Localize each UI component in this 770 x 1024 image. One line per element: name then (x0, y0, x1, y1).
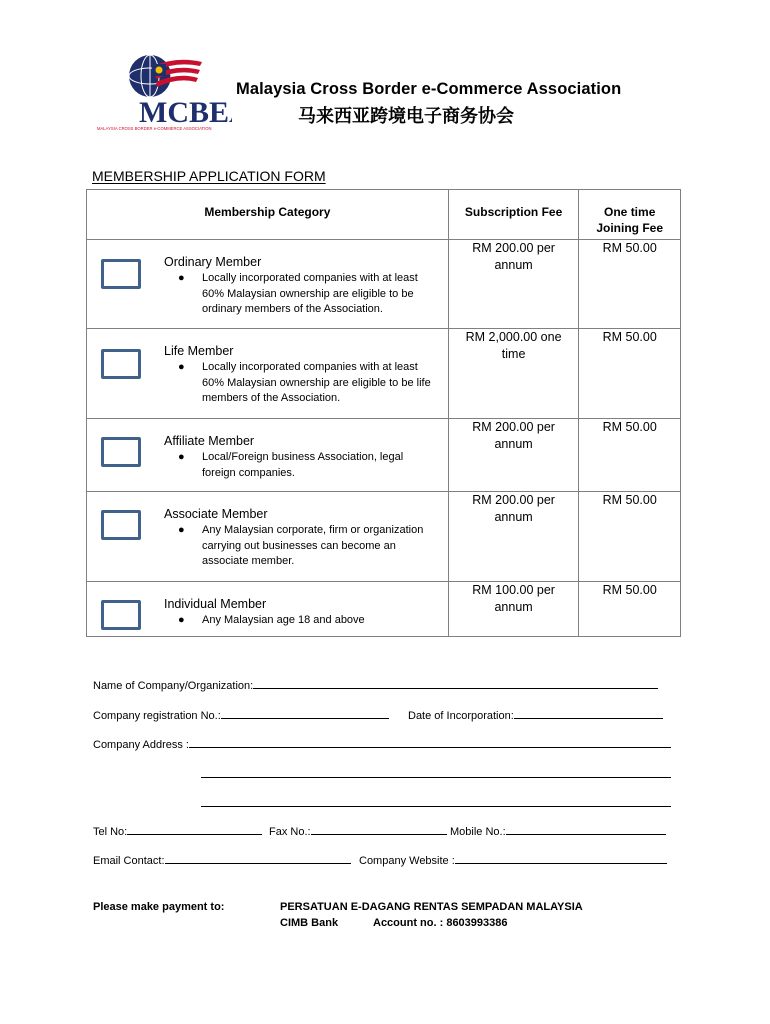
category-cell (87, 329, 449, 419)
table-row (87, 329, 681, 419)
company-name-label: Name of Company/Organization: (93, 680, 254, 692)
registration-no-label: Company registration No.: (93, 710, 221, 722)
subscription-fee-cell (448, 240, 579, 329)
category-name: Ordinary Member (164, 255, 262, 269)
address-input-line2[interactable] (201, 766, 671, 778)
mobile-input[interactable] (506, 823, 666, 835)
logo-text-mc: MCBE (139, 96, 229, 129)
address-line2-row (201, 766, 671, 781)
category-description-wrap (164, 271, 442, 318)
website-input[interactable] (455, 852, 667, 864)
category-description: Any Malaysian age 18 and above (202, 614, 365, 626)
email-label: Email Contact: (93, 855, 165, 867)
address-input-line1[interactable] (189, 736, 671, 748)
association-logo (92, 52, 232, 147)
org-name-chinese: 马来西亚跨境电子商务协会 (298, 106, 514, 127)
fax-input[interactable] (311, 823, 447, 835)
joining-fee-cell: RM 50.00 (579, 419, 681, 492)
category-description: Local/Foreign business Association, legal foreign companies. (202, 451, 404, 479)
category-name: Individual Member (164, 597, 267, 611)
address-line3-row (201, 795, 671, 810)
category-description-wrap (164, 450, 442, 481)
joining-fee-cell: RM 50.00 (579, 582, 681, 637)
header-joining-line1: One time (604, 205, 656, 219)
registration-row (93, 707, 389, 722)
table-header-row (87, 190, 681, 240)
table-row (87, 492, 681, 582)
subscription-fee-cell (448, 492, 579, 582)
fax-label: Fax No.: (269, 826, 311, 838)
category-name: Life Member (164, 344, 234, 358)
table-row (87, 582, 681, 637)
payment-bank: CIMB Bank (280, 917, 339, 929)
website-label: Company Website : (359, 855, 455, 867)
tel-row (93, 823, 262, 838)
membership-table (86, 189, 681, 637)
tel-label: Tel No: (93, 826, 128, 838)
form-title: MEMBERSHIP APPLICATION FORM (92, 168, 326, 184)
mobile-label: Mobile No.: (450, 826, 506, 838)
subscription-fee-cell (448, 329, 579, 419)
subscription-fee-line2: annum (494, 258, 533, 272)
tel-input[interactable] (127, 823, 262, 835)
company-name-row (93, 677, 658, 692)
ordinary-member-checkbox[interactable] (101, 259, 141, 289)
category-description-wrap (164, 360, 442, 407)
category-description-wrap (164, 523, 442, 570)
payment-label: Please make payment to: (93, 901, 225, 913)
subscription-fee-line2: annum (494, 600, 533, 614)
category-description: Any Malaysian corporate, firm or organization carrying out businesses can become an associate member. (202, 524, 424, 567)
address-input-line3[interactable] (201, 795, 671, 807)
joining-fee-cell: RM 50.00 (579, 492, 681, 582)
website-row (359, 852, 667, 867)
logo-subtext: MALAYSIA CROSS BORDER e-COMMERCE ASSOCIATION (97, 126, 212, 131)
mobile-row (450, 823, 666, 838)
org-name-english: Malaysia Cross Border e-Commerce Association (236, 80, 622, 98)
life-member-checkbox[interactable] (101, 349, 141, 379)
bullet-icon: ● (178, 451, 185, 463)
subscription-fee-line1: RM 100.00 per (472, 583, 555, 597)
table-row (87, 240, 681, 329)
affiliate-member-checkbox[interactable] (101, 437, 141, 467)
payment-account: Account no. : 8603993386 (373, 917, 508, 929)
category-description: Locally incorporated companies with at least 60% Malaysian ownership are eligible to be ordinary members of the Association. (202, 272, 418, 315)
payment-payee: PERSATUAN E-DAGANG RENTAS SEMPADAN MALAYSIA (280, 901, 583, 913)
subscription-fee-line2: annum (494, 510, 533, 524)
bullet-icon: ● (178, 272, 185, 284)
category-description-wrap (164, 613, 442, 629)
subscription-fee-cell (448, 419, 579, 492)
joining-fee-cell: RM 50.00 (579, 240, 681, 329)
category-cell (87, 492, 449, 582)
category-name: Affiliate Member (164, 434, 255, 448)
incorporation-row (408, 707, 663, 722)
table-row (87, 419, 681, 492)
subscription-fee-cell (448, 582, 579, 637)
category-cell (87, 582, 449, 637)
registration-no-input[interactable] (221, 707, 389, 719)
joining-fee-cell: RM 50.00 (579, 329, 681, 419)
date-incorporation-label: Date of Incorporation: (408, 710, 514, 722)
header-category: Membership Category (87, 190, 449, 240)
email-input[interactable] (165, 852, 351, 864)
header-joining (579, 190, 681, 240)
subscription-fee-line1: RM 2,000.00 one (465, 330, 562, 344)
address-row (93, 736, 671, 751)
bullet-icon: ● (178, 524, 185, 536)
category-name: Associate Member (164, 507, 268, 521)
category-cell (87, 419, 449, 492)
bullet-icon: ● (178, 614, 185, 626)
address-label: Company Address : (93, 739, 189, 751)
fax-row (269, 823, 447, 838)
associate-member-checkbox[interactable] (101, 510, 141, 540)
header-joining-line2: Joining Fee (596, 221, 664, 235)
subscription-fee-line2: time (501, 347, 526, 361)
email-row (93, 852, 351, 867)
header-subscription: Subscription Fee (448, 190, 579, 240)
company-name-input[interactable] (253, 677, 658, 689)
category-cell (87, 240, 449, 329)
subscription-fee-line1: RM 200.00 per (472, 420, 555, 434)
individual-member-checkbox[interactable] (101, 600, 141, 630)
subscription-fee-line1: RM 200.00 per (472, 241, 555, 255)
date-incorporation-input[interactable] (514, 707, 663, 719)
subscription-fee-line2: annum (494, 437, 533, 451)
subscription-fee-line1: RM 200.00 per (472, 493, 555, 507)
bullet-icon: ● (178, 361, 185, 373)
category-description: Locally incorporated companies with at least 60% Malaysian ownership are eligible to be life members of the Association. (202, 361, 431, 404)
